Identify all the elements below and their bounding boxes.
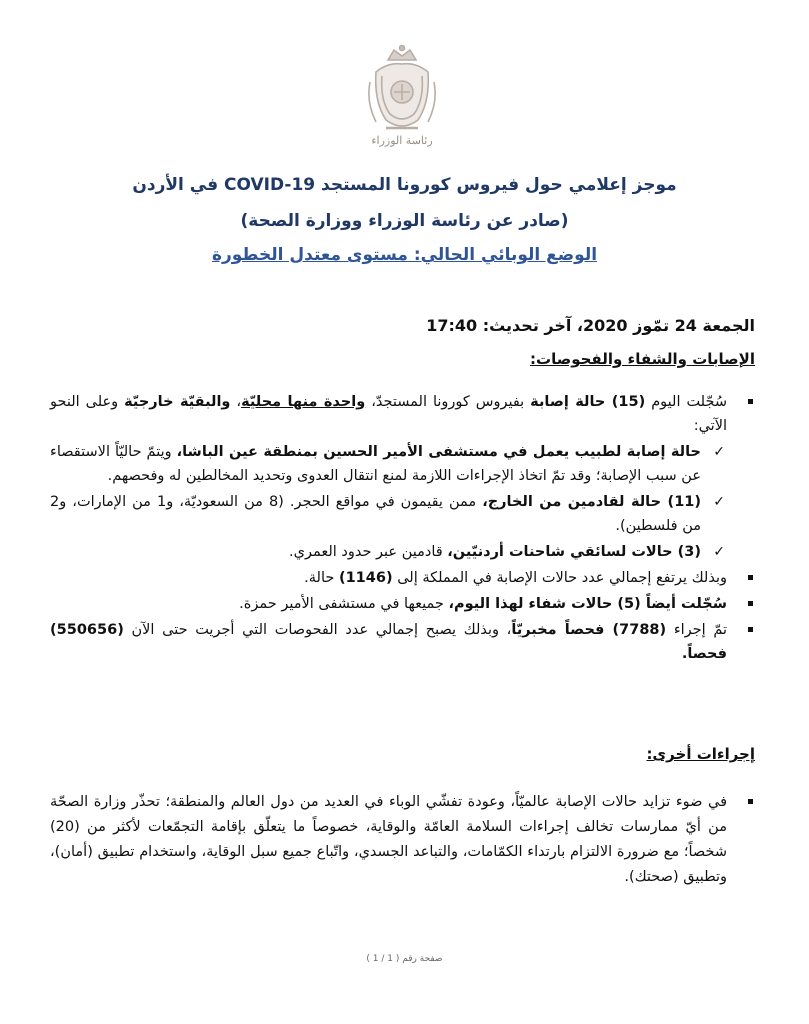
square-bullet-icon	[748, 575, 753, 580]
cases-list	[50, 390, 755, 668]
header	[0, 172, 809, 268]
crown-emblem-icon	[366, 42, 438, 134]
other-measures-list	[50, 790, 755, 892]
square-bullet-icon	[748, 399, 753, 404]
square-bullet-icon	[748, 627, 753, 632]
document-subtitle: (صادر عن رئاسة الوزراء ووزارة الصحة)	[240, 211, 569, 231]
document-title: موجز إعلامي حول فيروس كورونا المستجد COVID-19 في الأردن	[132, 175, 677, 195]
epidemic-status: الوضع الوبائي الحالي: مستوى معتدل الخطورة	[211, 245, 598, 265]
list-item: وبذلك يرتفع إجمالي عدد حالات الإصابة في المملكة إلى (1146) حالة.	[50, 566, 755, 590]
section-heading-other-measures: إجراءات أخرى:	[646, 745, 755, 763]
check-icon: ✓	[713, 544, 725, 560]
list-subitem: ✓ حالة إصابة لطبيب يعمل في مستشفى الأمير الحسين بمنطقة عين الباشا، ويتمّ حاليّاً الاستقصاء عن سبب الإصابة؛ وقد تمّ اتخاذ الإجراءات اللازمة لمنع انتقال العدوى وتحديد المخالطين له وفحصهم.	[50, 440, 755, 488]
square-bullet-icon	[748, 799, 753, 804]
royal-emblem	[366, 42, 438, 152]
list-item: سُجّلت أيضاً (5) حالات شفاء لهذا اليوم، جميعها في مستشفى الأمير حمزة.	[50, 592, 755, 616]
list-subitem: ✓ (11) حالة لقادمين من الخارج، ممن يقيمون في مواقع الحجر. (8 من السعوديّة، و1 من الإمارات، و2 من فلسطين).	[50, 490, 755, 538]
dateline: الجمعة 24 تمّوز 2020، آخر تحديث: 17:40	[426, 316, 755, 335]
check-icon: ✓	[713, 444, 725, 460]
list-item: تمّ إجراء (7788) فحصاً مخبريّاً، وبذلك يصبح إجمالي عدد الفحوصات التي أجريت حتى الآن (550656) فحصاً.	[50, 618, 755, 666]
section-heading-cases: الإصابات والشفاء والفحوصات:	[530, 350, 755, 368]
list-item: في ضوء تزايد حالات الإصابة عالميّاً، وعودة تفشّي الوباء في العديد من دول العالم والمنطقة؛ تحذّر وزارة الصحّة من أيّ ممارسات تخالف إجراءات السلامة العامّة والوقاية، خصوصاً ما يتعلّق بإقامة التجمّعات لأكثر من (20) شخصاً؛ مع ضرورة الالتزام بارتداء الكمّامات، والتباعد الجسدي، واتّباع جميع سبل الوقاية، واستخدام تطبيق (أمان)، وتطبيق (صحتك).	[50, 790, 755, 890]
list-subitem: ✓ (3) حالات لسائقي شاحنات أردنيّين، قادمين عبر حدود العمري.	[50, 540, 755, 564]
square-bullet-icon	[748, 601, 753, 606]
emblem-caption: رئاسة الوزراء	[371, 134, 433, 147]
check-icon: ✓	[713, 494, 725, 510]
list-item: سُجّلت اليوم (15) حالة إصابة بفيروس كورونا المستجدّ، واحدة منها محليّة، والبقيّة خارجيّة وعلى النحو الآتي:	[50, 390, 755, 438]
page-number: صفحة رقم ( 1 / 1 )	[366, 954, 443, 964]
